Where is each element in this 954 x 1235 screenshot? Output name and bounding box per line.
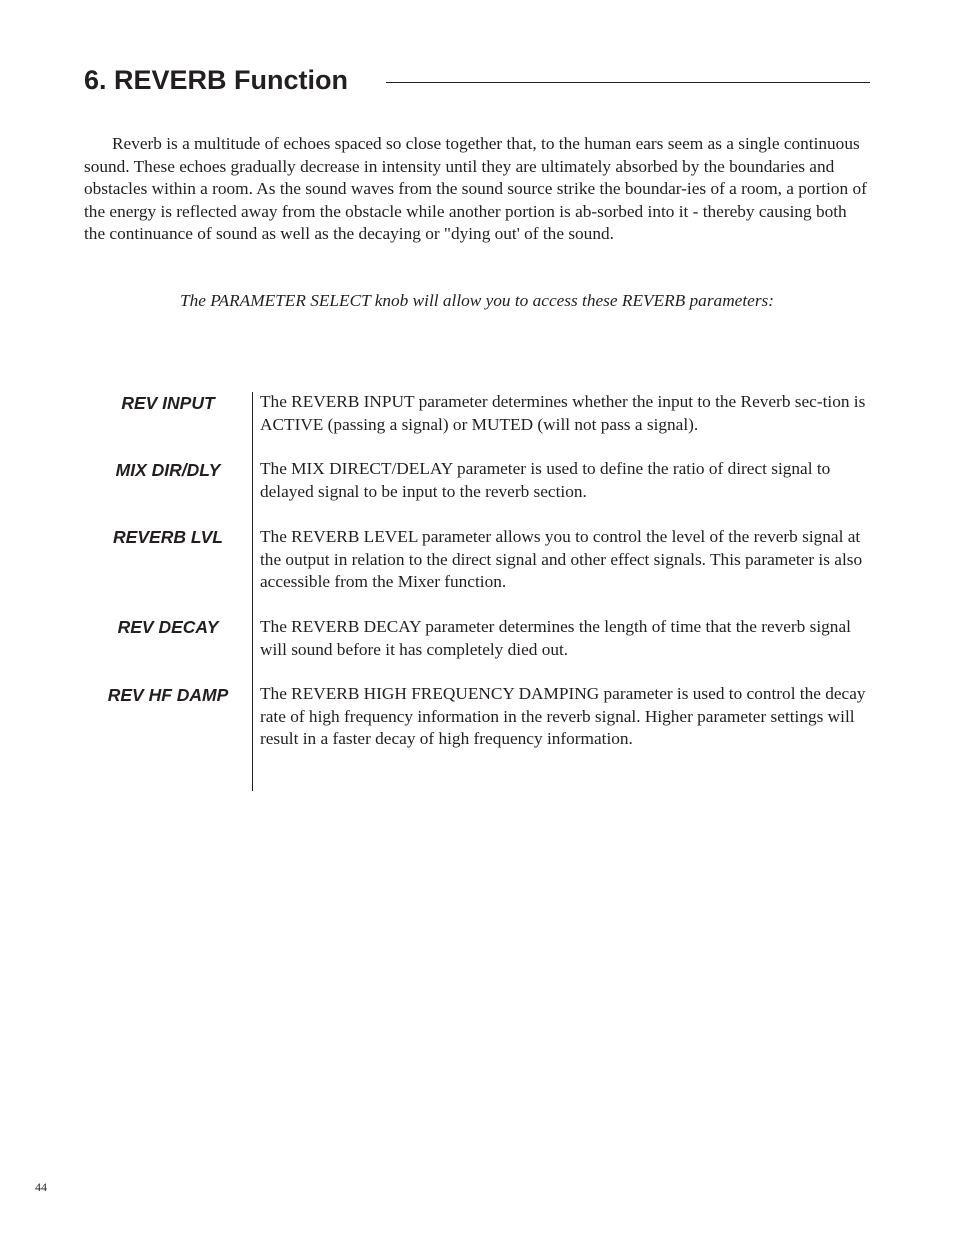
param-desc-rev-decay: The REVERB DECAY parameter determines the length of time that the reverb signal will sound before it has completely died out. bbox=[260, 617, 851, 659]
param-desc-reverb-lvl: The REVERB LEVEL parameter allows you to control the level of the reverb signal at the output in relation to the direct signal and other effect signals. This parameter is also accessible from the Mixer function. bbox=[260, 527, 863, 591]
heading-rule bbox=[386, 82, 870, 83]
section-title: 6. REVERB Function bbox=[84, 65, 349, 95]
param-desc-rev-input: The REVERB INPUT parameter determines whether the input to the Reverb sec-tion is ACTIVE (passing a signal) or MUTED (will not pass a signal). bbox=[260, 392, 866, 434]
param-label-rev-decay: REV DECAY bbox=[117, 617, 219, 637]
param-label-reverb-lvl: REVERB LVL bbox=[113, 527, 223, 547]
param-label-rev-hf-damp: REV HF DAMP bbox=[107, 685, 229, 705]
intro-paragraph: Reverb is a multitude of echoes spaced so close together that, to the human ears seem as a single continuous sound. These echoes gradually decrease in intensity until they are ultimately absorbed by the boundaries and obstacles within a room. As the sound waves from the sound source strike the boundar-ies of a room, a portion of the energy is reflected away from the obstacle while another portion is ab-sorbed into it - thereby causing both the continuance of sound as well as the decaying or "dying out' of the sound. bbox=[84, 134, 867, 243]
section-heading bbox=[84, 62, 870, 102]
parameter-lead-in: The PARAMETER SELECT knob will allow you to access these REVERB parameters: bbox=[179, 291, 775, 310]
param-desc-rev-hf-damp: The REVERB HIGH FREQUENCY DAMPING parameter is used to control the decay rate of high frequency information in the reverb signal. Higher parameter settings will result in a faster decay of high frequency information. bbox=[260, 684, 866, 748]
param-desc-mix-dir-dly: The MIX DIRECT/DELAY parameter is used to define the ratio of direct signal to delayed signal to be input to the reverb section. bbox=[260, 459, 831, 501]
parameter-divider bbox=[252, 392, 253, 791]
param-label-mix-dir-dly: MIX DIR/DLY bbox=[115, 460, 221, 480]
param-label-rev-input: REV INPUT bbox=[121, 393, 215, 413]
page-number: 44 bbox=[35, 1180, 47, 1194]
